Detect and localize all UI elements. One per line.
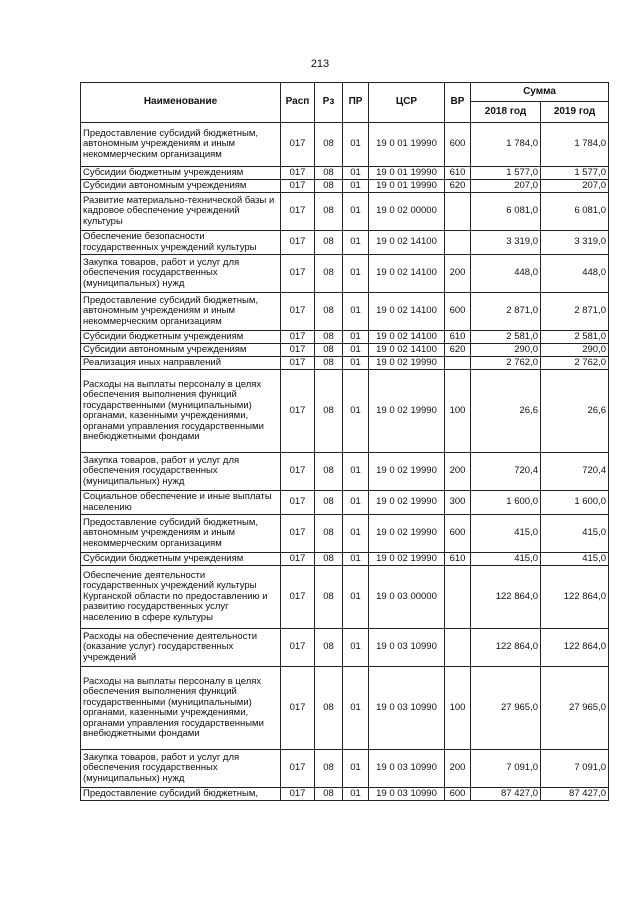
table-row [81,123,609,167]
row-csr: 19 0 02 14100 [369,331,445,344]
row-vr: 600 [445,788,471,801]
row-rz: 08 [315,180,343,193]
row-sum-2018: 2 871,0 [471,293,541,331]
row-vr: 620 [445,344,471,357]
row-csr: 19 0 01 19990 [369,180,445,193]
row-pr: 01 [343,566,369,629]
row-pr: 01 [343,453,369,491]
row-name: Предоставление субсидий бюджетным, автономным учреждениям и иным некоммерческим организациям [81,515,281,553]
row-csr: 19 0 02 19990 [369,553,445,566]
table-row [81,629,609,667]
row-vr [445,566,471,629]
row-vr: 200 [445,453,471,491]
row-vr: 100 [445,370,471,453]
row-rz: 08 [315,566,343,629]
table-body [81,123,609,801]
row-name: Закупка товаров, работ и услуг для обеспечения государственных (муниципальных) нужд [81,750,281,788]
table-row [81,788,609,801]
row-csr: 19 0 02 00000 [369,193,445,231]
row-sum-2019: 26,6 [541,370,609,453]
row-rasp: 017 [281,193,315,231]
row-rz: 08 [315,255,343,293]
row-name: Субсидии бюджетным учреждениям [81,167,281,180]
header-sum: Сумма [471,83,609,102]
row-rasp: 017 [281,370,315,453]
row-pr: 01 [343,629,369,667]
row-sum-2018: 415,0 [471,553,541,566]
row-sum-2019: 2 871,0 [541,293,609,331]
row-rz: 08 [315,491,343,515]
table-row [81,193,609,231]
row-name: Расходы на выплаты персоналу в целях обеспечения выполнения функций государственными (муниципальными) органами, казенными учреждениями, органами управления государственными внебюджетными фондами [81,370,281,453]
table-row [81,180,609,193]
row-pr: 01 [343,293,369,331]
row-sum-2019: 6 081,0 [541,193,609,231]
row-vr: 100 [445,667,471,750]
table-row [81,553,609,566]
row-sum-2018: 1 600,0 [471,491,541,515]
row-pr: 01 [343,167,369,180]
row-name: Субсидии бюджетным учреждениям [81,331,281,344]
table-row [81,167,609,180]
table-row [81,750,609,788]
row-sum-2019: 415,0 [541,515,609,553]
row-sum-2019: 448,0 [541,255,609,293]
row-sum-2019: 415,0 [541,553,609,566]
row-name: Расходы на выплаты персоналу в целях обеспечения выполнения функций государственными (муниципальными) органами, казенными учреждениями, органами управления государственными внебюджетными фондами [81,667,281,750]
row-vr [445,629,471,667]
row-vr: 300 [445,491,471,515]
row-csr: 19 0 02 19990 [369,357,445,370]
row-rasp: 017 [281,357,315,370]
row-sum-2018: 3 319,0 [471,231,541,255]
row-sum-2018: 122 864,0 [471,629,541,667]
row-sum-2019: 1 577,0 [541,167,609,180]
row-rz: 08 [315,629,343,667]
row-sum-2018: 6 081,0 [471,193,541,231]
row-name: Закупка товаров, работ и услуг для обеспечения государственных (муниципальных) нужд [81,453,281,491]
row-csr: 19 0 03 10990 [369,629,445,667]
row-rz: 08 [315,667,343,750]
row-pr: 01 [343,491,369,515]
row-rz: 08 [315,331,343,344]
row-rz: 08 [315,357,343,370]
table-row [81,515,609,553]
row-sum-2019: 1 784,0 [541,123,609,167]
row-pr: 01 [343,370,369,453]
header-pr: ПР [343,83,369,123]
row-name: Предоставление субсидий бюджетным, автономным учреждениям и иным некоммерческим организациям [81,293,281,331]
row-name: Субсидии автономным учреждениям [81,344,281,357]
row-pr: 01 [343,667,369,750]
row-name: Предоставление субсидий бюджетным, автономным учреждениям и иным некоммерческим организациям [81,123,281,167]
row-sum-2019: 87 427,0 [541,788,609,801]
row-sum-2019: 207,0 [541,180,609,193]
row-sum-2018: 122 864,0 [471,566,541,629]
row-rasp: 017 [281,167,315,180]
row-vr: 610 [445,553,471,566]
row-vr: 600 [445,293,471,331]
row-csr: 19 0 02 19990 [369,453,445,491]
row-rz: 08 [315,231,343,255]
row-csr: 19 0 03 00000 [369,566,445,629]
row-sum-2018: 7 091,0 [471,750,541,788]
header-year-2018: 2018 год [471,102,541,123]
header-vr: ВР [445,83,471,123]
row-name: Реализация иных направлений [81,357,281,370]
row-pr: 01 [343,357,369,370]
row-vr: 200 [445,750,471,788]
row-sum-2018: 207,0 [471,180,541,193]
row-sum-2018: 1 577,0 [471,167,541,180]
row-rz: 08 [315,293,343,331]
row-csr: 19 0 02 14100 [369,231,445,255]
table-row [81,357,609,370]
row-vr [445,231,471,255]
row-sum-2018: 87 427,0 [471,788,541,801]
row-pr: 01 [343,180,369,193]
row-sum-2018: 720,4 [471,453,541,491]
row-name: Закупка товаров, работ и услуг для обеспечения государственных (муниципальных) нужд [81,255,281,293]
row-sum-2019: 2 581,0 [541,331,609,344]
row-csr: 19 0 03 10990 [369,750,445,788]
row-csr: 19 0 02 19990 [369,370,445,453]
row-rz: 08 [315,788,343,801]
header-name: Наименование [81,83,281,123]
row-rasp: 017 [281,515,315,553]
row-rasp: 017 [281,453,315,491]
table-row [81,255,609,293]
row-rz: 08 [315,453,343,491]
row-sum-2018: 26,6 [471,370,541,453]
row-sum-2019: 1 600,0 [541,491,609,515]
row-pr: 01 [343,193,369,231]
row-name: Обеспечение безопасности государственных учреждений культуры [81,231,281,255]
row-name: Субсидии бюджетным учреждениям [81,553,281,566]
row-rasp: 017 [281,293,315,331]
table-row [81,331,609,344]
row-name: Обеспечение деятельности государственных учреждений культуры Курганской области по предоставлению и развитию государственных услуг населению в сфере культуры [81,566,281,629]
page-number: 213 [310,58,330,70]
row-rasp: 017 [281,331,315,344]
header-year-2019: 2019 год [541,102,609,123]
row-vr: 610 [445,331,471,344]
row-pr: 01 [343,515,369,553]
row-pr: 01 [343,553,369,566]
row-csr: 19 0 02 19990 [369,491,445,515]
row-name: Субсидии автономным учреждениям [81,180,281,193]
row-rz: 08 [315,193,343,231]
row-sum-2018: 27 965,0 [471,667,541,750]
row-sum-2019: 2 762,0 [541,357,609,370]
budget-table [80,82,609,801]
row-name: Социальное обеспечение и иные выплаты населению [81,491,281,515]
row-vr: 610 [445,167,471,180]
row-rasp: 017 [281,566,315,629]
row-pr: 01 [343,788,369,801]
row-vr: 620 [445,180,471,193]
row-rasp: 017 [281,553,315,566]
row-sum-2019: 720,4 [541,453,609,491]
header-rasp: Расп [281,83,315,123]
row-pr: 01 [343,231,369,255]
row-pr: 01 [343,255,369,293]
row-csr: 19 0 02 19990 [369,515,445,553]
row-csr: 19 0 01 19990 [369,167,445,180]
row-sum-2018: 448,0 [471,255,541,293]
row-name: Предоставление субсидий бюджетным, [81,788,281,801]
row-rz: 08 [315,167,343,180]
row-sum-2019: 3 319,0 [541,231,609,255]
row-rasp: 017 [281,344,315,357]
row-pr: 01 [343,344,369,357]
row-rasp: 017 [281,788,315,801]
table-row [81,453,609,491]
row-sum-2019: 27 965,0 [541,667,609,750]
row-rz: 08 [315,344,343,357]
row-csr: 19 0 03 10990 [369,667,445,750]
table-row [81,370,609,453]
row-pr: 01 [343,331,369,344]
table-row [81,293,609,331]
row-vr [445,357,471,370]
row-sum-2019: 122 864,0 [541,566,609,629]
row-rz: 08 [315,515,343,553]
row-vr [445,193,471,231]
row-csr: 19 0 02 14100 [369,255,445,293]
row-rasp: 017 [281,231,315,255]
row-pr: 01 [343,750,369,788]
row-name: Развитие материально-технической базы и кадровое обеспечение учреждений культуры [81,193,281,231]
row-rz: 08 [315,750,343,788]
header-csr: ЦСР [369,83,445,123]
row-csr: 19 0 01 19990 [369,123,445,167]
row-rasp: 017 [281,667,315,750]
row-csr: 19 0 03 10990 [369,788,445,801]
row-rasp: 017 [281,255,315,293]
table-row [81,566,609,629]
table-row [81,231,609,255]
row-rasp: 017 [281,750,315,788]
row-rz: 08 [315,370,343,453]
row-sum-2019: 290,0 [541,344,609,357]
row-sum-2018: 1 784,0 [471,123,541,167]
row-sum-2018: 2 762,0 [471,357,541,370]
row-name: Расходы на обеспечение деятельности (оказание услуг) государственных учреждений [81,629,281,667]
table-row [81,491,609,515]
row-csr: 19 0 02 14100 [369,344,445,357]
table-row [81,667,609,750]
table-row [81,344,609,357]
row-vr: 600 [445,515,471,553]
row-sum-2019: 122 864,0 [541,629,609,667]
row-rz: 08 [315,553,343,566]
row-rasp: 017 [281,629,315,667]
row-rasp: 017 [281,123,315,167]
row-sum-2018: 415,0 [471,515,541,553]
row-rz: 08 [315,123,343,167]
row-rasp: 017 [281,180,315,193]
row-sum-2018: 2 581,0 [471,331,541,344]
row-csr: 19 0 02 14100 [369,293,445,331]
row-sum-2019: 7 091,0 [541,750,609,788]
row-sum-2018: 290,0 [471,344,541,357]
row-rasp: 017 [281,491,315,515]
header-rz: Рз [315,83,343,123]
row-pr: 01 [343,123,369,167]
row-vr: 600 [445,123,471,167]
row-vr: 200 [445,255,471,293]
